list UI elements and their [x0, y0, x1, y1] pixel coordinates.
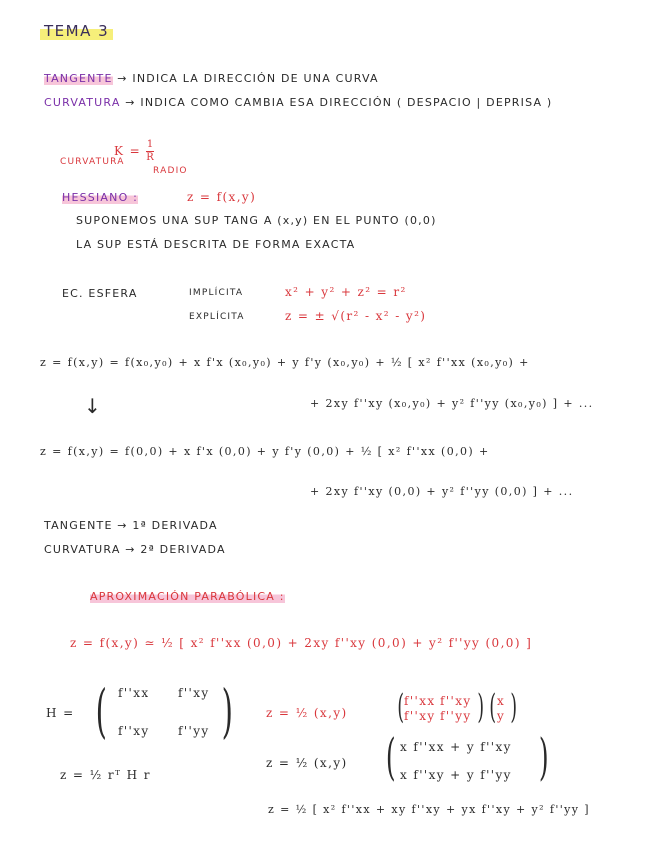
row1-vector-right-paren: ) — [510, 687, 517, 727]
row1-left-paren: ( — [397, 687, 404, 727]
taylor-line-3: z = f(x,y) = f(0,0) + x f'x (0,0) + y f'y (0,0) + ½ [ x² f''xx (0,0) + — [40, 445, 490, 458]
explicit-label: EXPLÍCITA — [189, 312, 245, 322]
row2-right-paren: ) — [538, 728, 549, 786]
row1-v2: y — [497, 709, 506, 723]
row1-m21: f''xy — [404, 709, 436, 723]
expansion-row-1-prefix: z = ½ (x,y) — [266, 706, 348, 720]
curvature-fraction — [146, 140, 155, 163]
row1-vector-left-paren: ( — [489, 687, 496, 727]
taylor-line-4: + 2xy f''xy (0,0) + y² f''yy (0,0) ] + ... — [310, 485, 574, 498]
expansion-row-3: z = ½ [ x² f''xx + xy f''xy + yx f''xy + y² f''yy ] — [268, 803, 590, 816]
z-rt-h-r: z = ½ rᵀ H r — [60, 768, 151, 782]
hessiano-equation: z = f(x,y) — [187, 190, 257, 204]
label-curvatura: CURVATURA — [60, 157, 125, 167]
implicit-equation: x² + y² + z² = r² — [285, 285, 407, 299]
tangente-row — [44, 72, 379, 85]
fraction-denominator: R — [146, 152, 156, 163]
taylor-line-2: + 2xy f''xy (x₀,y₀) + y² f''yy (x₀,y₀) ] + ... — [310, 397, 594, 410]
matrix-a22: f''yy — [178, 724, 210, 738]
curvatura-row — [44, 96, 552, 109]
curvatura-definition: → INDICA COMO CAMBIA ESA DIRECCIÓN ( DESPACIO | DEPRISA ) — [125, 96, 553, 109]
sphere-label: EC. ESFERA — [62, 287, 138, 300]
row1-m22: f''yy — [440, 709, 472, 723]
row1-v1: x — [497, 694, 506, 708]
matrix-left-paren: ( — [95, 677, 107, 745]
row2-top: x f''xx + y f''xy — [400, 740, 512, 754]
curvature-lhs: K = — [114, 144, 142, 158]
row1-m12: f''xy — [440, 694, 472, 708]
page-title: TEMA 3 — [40, 22, 113, 40]
summary-tangente: TANGENTE → 1ª DERIVADA — [44, 519, 218, 532]
row1-right-paren: ) — [477, 687, 484, 727]
taylor-line-1: z = f(x,y) = f(x₀,y₀) + x f'x (x₀,y₀) + y f'y (x₀,y₀) + ½ [ x² f''xx (x₀,y₀) + — [40, 356, 530, 369]
label-radio: RADIO — [153, 166, 188, 176]
hessian-lhs: H = — [46, 706, 75, 720]
row2-left-paren: ( — [385, 728, 396, 786]
curvatura-term: CURVATURA — [44, 96, 121, 109]
hessiano-term: HESSIANO : — [62, 191, 139, 204]
implicit-label: IMPLÍCITA — [189, 288, 244, 298]
hessiano-line-2: LA SUP ESTÁ DESCRITA DE FORMA EXACTA — [76, 238, 356, 251]
matrix-a12: f''xy — [178, 686, 210, 700]
explicit-equation: z = ± √(r² - x² - y²) — [285, 309, 427, 323]
parabolic-heading: APROXIMACIÓN PARABÓLICA : — [90, 590, 285, 603]
parabolic-formula: z = f(x,y) ≃ ½ [ x² f''xx (0,0) + 2xy f''xy (0,0) + y² f''yy (0,0) ] — [70, 636, 533, 650]
fraction-numerator: 1 — [146, 139, 155, 150]
tangente-term: TANGENTE — [44, 72, 113, 85]
row2-bottom: x f''xy + y f''yy — [400, 768, 512, 782]
tangente-definition: → INDICA LA DIRECCIÓN DE UNA CURVA — [117, 72, 379, 85]
down-arrow: ↓ — [84, 394, 102, 418]
matrix-a21: f''xy — [118, 724, 150, 738]
row1-m11: f''xx — [404, 694, 436, 708]
summary-curvatura: CURVATURA → 2ª DERIVADA — [44, 543, 226, 556]
matrix-a11: f''xx — [118, 686, 150, 700]
hessiano-line-1: SUPONEMOS UNA SUP TANG A (x,y) EN EL PUNTO (0,0) — [76, 214, 437, 227]
matrix-right-paren: ) — [221, 677, 233, 745]
expansion-row-2-prefix: z = ½ (x,y) — [266, 756, 348, 770]
